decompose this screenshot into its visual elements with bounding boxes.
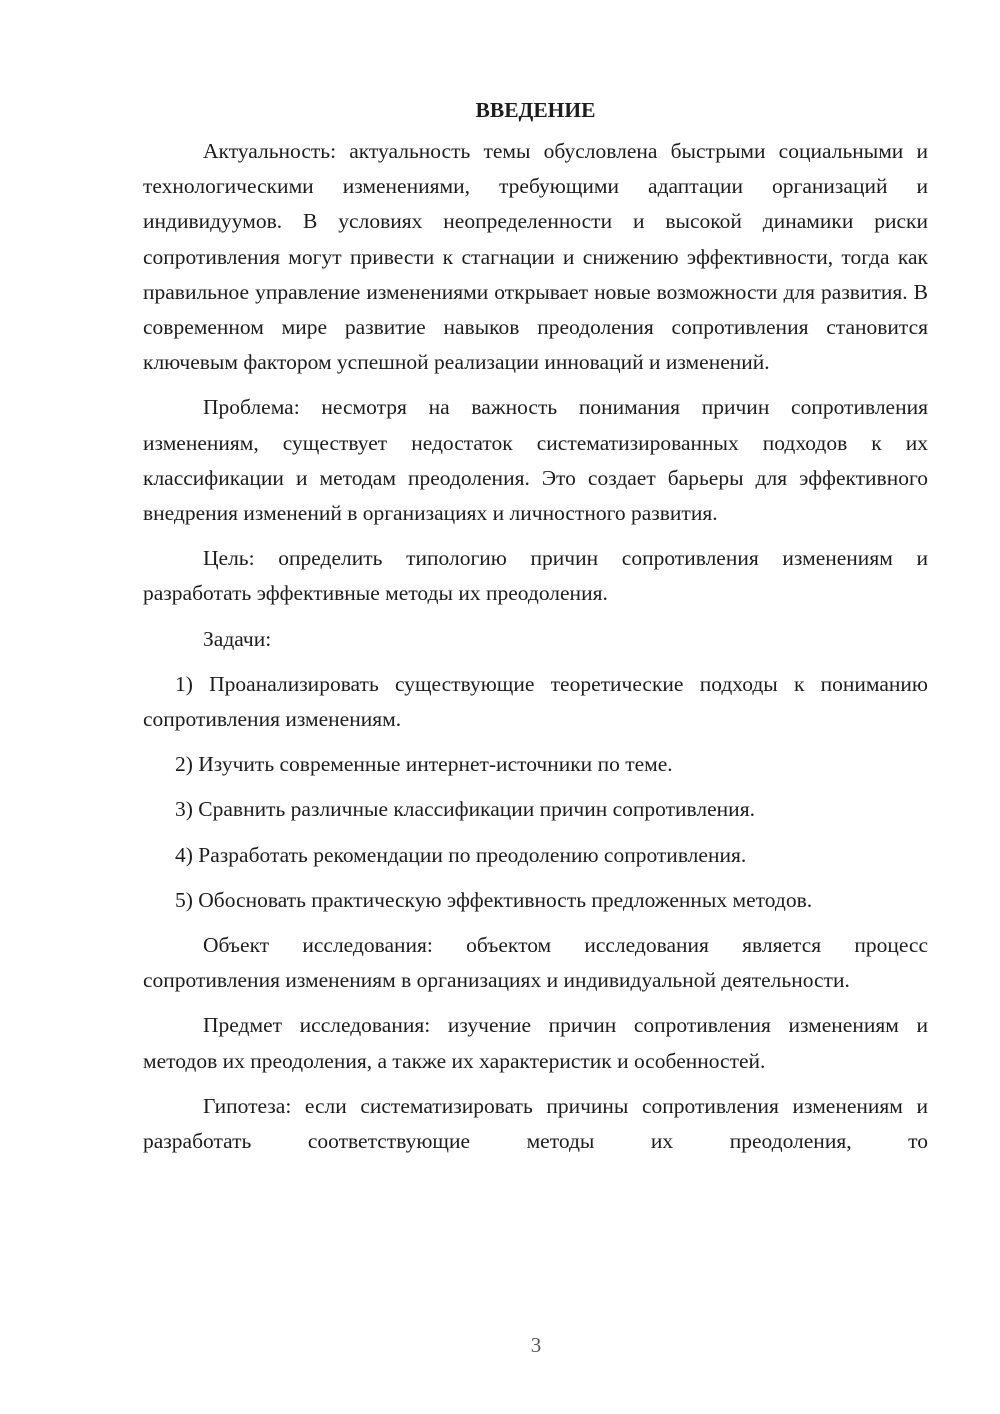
task-item: 1) Проанализировать существующие теоретические подходы к пониманию сопротивления изменениям.	[143, 671, 928, 732]
paragraph-relevance: Актуальность: актуальность темы обусловлена быстрыми социальными и технологическими изменениями, требующими адаптации организаций и индивидуумов. В условиях неопределенности и высокой динамики риски сопротивления могут привести к стагнации и снижению эффективности, тогда как правильное управление изменениями открывает новые возможности для развития. В современном мире развитие навыков преодоления сопротивления становится ключевым фактором успешной реализации инноваций и изменений.	[143, 139, 928, 375]
task-item: 5) Обосновать практическую эффективность предложенных методов.	[175, 887, 813, 912]
page-number: 3	[530, 1333, 542, 1357]
paragraph-problem: Проблема: несмотря на важность понимания причин сопротивления изменениям, существует недостаток систематизированных подходов к их классификации и методам преодоления. Это создает барьеры для эффективного внедрения изменений в организациях и личностного развития.	[143, 395, 928, 526]
task-item: 3) Сравнить различные классификации причин сопротивления.	[175, 797, 755, 822]
section-title: ВВЕДЕНИЕ	[475, 98, 596, 122]
paragraph-object: Объект исследования: объектом исследования является процесс сопротивления изменениям в организациях и индивидуальной деятельности.	[143, 933, 928, 993]
paragraph-hypothesis: Гипотеза: если систематизировать причины сопротивления изменениям и разработать соответствующие методы их преодоления, то	[143, 1093, 928, 1154]
task-item: 4) Разработать рекомендации по преодолению сопротивления.	[175, 842, 747, 867]
task-item: 2) Изучить современные интернет-источники по теме.	[175, 752, 673, 777]
tasks-heading: Задачи:	[203, 626, 272, 651]
paragraph-goal: Цель: определить типологию причин сопротивления изменениям и разработать эффективные методы их преодоления.	[143, 546, 928, 606]
paragraph-subject: Предмет исследования: изучение причин сопротивления изменениям и методов их преодоления, а также их характеристик и особенностей.	[143, 1013, 928, 1073]
document-body	[143, 92, 928, 1159]
